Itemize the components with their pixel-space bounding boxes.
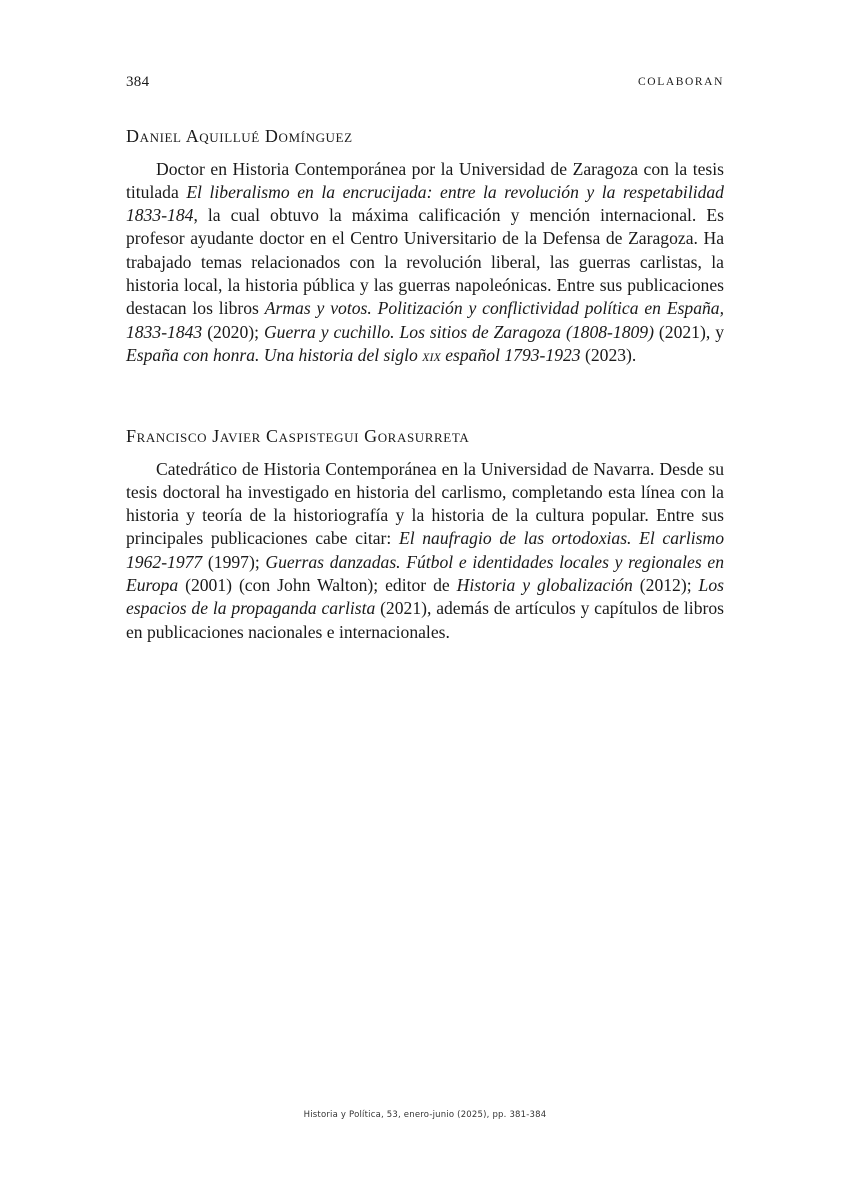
bio-text-run: Catedrático de Historia Contemporánea en la Universidad de Navarra. Desde su tesis doctoral ha investigado en historia del carlismo, completando esta línea con la historia y teoría de la historiografía y la historia de la cultura popular. Entre sus principales publicaciones cabe citar: — [126, 458, 724, 549]
bio-italic-run: español 1793-1923 — [440, 344, 581, 365]
bio-italic-run: El naufragio de las ortodoxias. El carlismo 1962-1977 — [126, 528, 724, 572]
bio-italic-run: El liberalismo en la encrucijada: entre la revolución y la respetabilidad 1833-184 — [126, 181, 724, 226]
footer-citation: Historia y Política, 53, enero-junio (2025), pp. 381-384 — [303, 1110, 547, 1120]
bio-text-run: (2012); — [632, 575, 699, 596]
author-name: Daniel Aquillué Domínguez — [126, 126, 353, 146]
bio-text-run: (1997); — [202, 551, 266, 572]
author-bio — [126, 158, 724, 368]
page-number: 384 — [126, 74, 150, 90]
contributor-entry — [126, 426, 724, 644]
bio-text-run: , la cual obtuvo la máxima calificación y mención internacional. Es profesor ayudante doctor en el Centro Universitario de la Defensa de Zaragoza. Ha trabajado temas relacionados con la revolución liberal, las guerras carlistas, la historia local, la historia pública y las guerras napoleónicas. Entre sus publicaciones destacan los libros — [126, 205, 724, 319]
author-name: Francisco Javier Caspistegui Gorasurreta — [126, 426, 470, 446]
bio-italic-run: Los espacios de la propaganda carlista — [126, 575, 724, 619]
bio-text-run: (2021), además de artículos y capítulos de libros en publicaciones nacionales e internacionales. — [126, 598, 724, 642]
bio-italic-run: Guerras danzadas. Fútbol e identidades locales y regionales en Europa — [126, 551, 724, 596]
author-bio — [126, 458, 724, 644]
bio-text-run: (2023). — [580, 344, 637, 365]
bio-text-run: (2021), y — [653, 321, 724, 342]
bio-text-run: (2020); — [202, 321, 264, 342]
bio-italic-run: Armas y votos. Politización y conflictividad política en España, 1833-1843 — [126, 298, 725, 342]
running-head: COLABORAN — [638, 76, 724, 88]
bio-text-run: Doctor en Historia Contemporánea por la Universidad de Zaragoza con la tesis titulada — [126, 158, 724, 202]
bio-italic-run: Guerra y cuchillo. Los sitios de Zaragoza (1808-1809) — [263, 321, 654, 342]
bio-text-run: (2001) (con John Walton); editor de — [178, 575, 457, 596]
bio-italic-run: Historia y globalización — [456, 575, 633, 596]
contributor-entry — [126, 126, 724, 367]
bio-italic-run: España con honra. Una historia del siglo — [126, 344, 423, 365]
bio-italic-run: xix — [422, 344, 441, 365]
